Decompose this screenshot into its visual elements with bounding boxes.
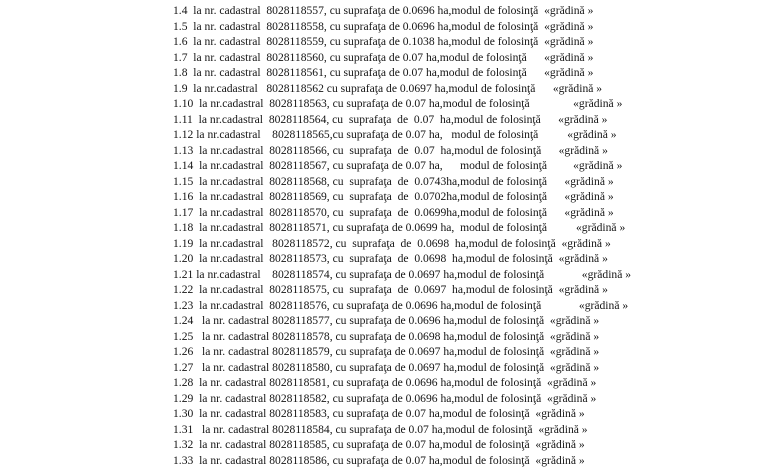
list-item: 1.22 la nr.cadastral 8028118575, cu suprafaţa de 0.0697 ha,modul de folosinţă «grădină » — [173, 282, 653, 298]
list-item: 1.10 la nr.cadastral 8028118563, cu suprafaţa de 0.07 ha,modul de folosinţă «grădină » — [173, 96, 653, 112]
list-item: 1.13 la nr.cadastral 8028118566, cu suprafaţa de 0.07 ha,modul de folosinţă «grădină » — [173, 143, 653, 159]
list-item: 1.30 la nr. cadastral 8028118583, cu suprafaţa de 0.07 ha,modul de folosinţă «grădină » — [173, 406, 653, 422]
document-page — [173, 3, 653, 468]
list-item: 1.26 la nr. cadastral 8028118579, cu suprafaţa de 0.0697 ha,modul de folosinţă «grădină » — [173, 344, 653, 360]
list-item: 1.19 la nr.cadastral 8028118572, cu suprafaţa de 0.0698 ha,modul de folosinţă «grădină » — [173, 236, 653, 252]
list-item: 1.12 la nr.cadastral 8028118565,cu suprafaţa de 0.07 ha, modul de folosinţă «grădină » — [173, 127, 653, 143]
list-item: 1.16 la nr.cadastral 8028118569, cu suprafaţa de 0.0702ha,modul de folosinţă «grădină » — [173, 189, 653, 205]
list-item: 1.14 la nr.cadastral 8028118567, cu suprafaţa de 0.07 ha, modul de folosinţă «grădină » — [173, 158, 653, 174]
list-item: 1.18 la nr.cadastral 8028118571, cu suprafaţa de 0.0699 ha, modul de folosinţă «grădină » — [173, 220, 653, 236]
list-item: 1.20 la nr.cadastral 8028118573, cu suprafaţa de 0.0698 ha,modul de folosinţă «grădină » — [173, 251, 653, 267]
list-item: 1.9 la nr.cadastral 8028118562 cu suprafaţa de 0.0697 ha,modul de folosinţă «grădină » — [173, 81, 653, 97]
list-item: 1.6 la nr. cadastral 8028118559, cu suprafaţa de 0.1038 ha,modul de folosinţă «grădină » — [173, 34, 653, 50]
list-item: 1.8 la nr. cadastral 8028118561, cu suprafaţa de 0.07 ha,modul de folosinţă «grădină » — [173, 65, 653, 81]
list-item: 1.28 la nr. cadastral 8028118581, cu suprafaţa de 0.0696 ha,modul de folosinţă «grădină » — [173, 375, 653, 391]
list-item: 1.32 la nr. cadastral 8028118585, cu suprafaţa de 0.07 ha,modul de folosinţă «grădină » — [173, 437, 653, 453]
list-item: 1.23 la nr.cadastral 8028118576, cu suprafaţa de 0.0696 ha,modul de folosinţă «grădină » — [173, 298, 653, 314]
list-item: 1.7 la nr. cadastral 8028118560, cu suprafaţa de 0.07 ha,modul de folosinţă «grădină » — [173, 50, 653, 66]
list-item: 1.11 la nr.cadastral 8028118564, cu suprafaţa de 0.07 ha,modul de folosinţă «grădină » — [173, 112, 653, 128]
list-item: 1.33 la nr. cadastral 8028118586, cu suprafaţa de 0.07 ha,modul de folosinţă «grădină » — [173, 453, 653, 468]
list-item: 1.21 la nr.cadastral 8028118574, cu suprafaţa de 0.0697 ha,modul de folosinţă «grădină » — [173, 267, 653, 283]
list-item: 1.15 la nr.cadastral 8028118568, cu suprafaţa de 0.0743ha,modul de folosinţă «grădină » — [173, 174, 653, 190]
list-item: 1.25 la nr. cadastral 8028118578, cu suprafaţa de 0.0698 ha,modul de folosinţă «grădină » — [173, 329, 653, 345]
list-item: 1.27 la nr. cadastral 8028118580, cu suprafaţa de 0.0697 ha,modul de folosinţă «grădină » — [173, 360, 653, 376]
list-item: 1.17 la nr.cadastral 8028118570, cu suprafaţa de 0.0699ha,modul de folosinţă «grădină » — [173, 205, 653, 221]
list-item: 1.29 la nr. cadastral 8028118582, cu suprafaţa de 0.0696 ha,modul de folosinţă «grădină » — [173, 391, 653, 407]
list-item: 1.31 la nr. cadastral 8028118584, cu suprafaţa de 0.07 ha,modul de folosinţă «grădină » — [173, 422, 653, 438]
list-item: 1.4 la nr. cadastral 8028118557, cu suprafaţa de 0.0696 ha,modul de folosinţă «grădină » — [173, 3, 653, 19]
list-item: 1.24 la nr. cadastral 8028118577, cu suprafaţa de 0.0696 ha,modul de folosinţă «grădină » — [173, 313, 653, 329]
list-item: 1.5 la nr. cadastral 8028118558, cu suprafaţa de 0.0696 ha,modul de folosinţă «grădină » — [173, 19, 653, 35]
